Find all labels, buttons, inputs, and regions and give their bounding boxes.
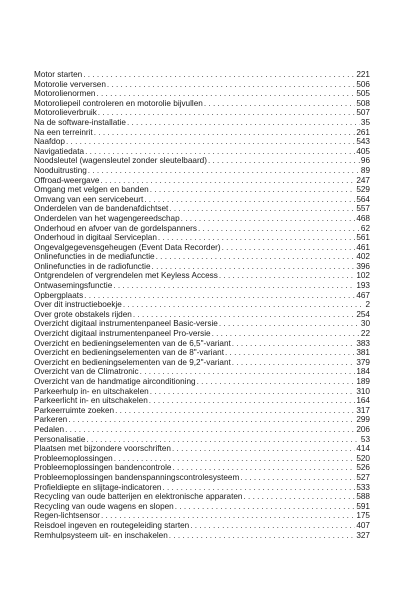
- index-entry-page-number: 53: [360, 434, 370, 444]
- index-entry: [34, 281, 370, 291]
- index-entry: [34, 291, 370, 301]
- dot-leader: [144, 195, 355, 205]
- index-entry: [34, 204, 370, 214]
- dot-leader: [175, 502, 356, 512]
- dot-leader: [107, 80, 355, 90]
- index-entry-page-number: 184: [356, 367, 370, 377]
- index-entry: [34, 224, 370, 234]
- index-entry: [34, 252, 370, 262]
- dot-leader: [156, 252, 356, 262]
- index-entry: [34, 70, 370, 80]
- index-entry-label: Noodsleutel (wagensleutel zonder sleutelbaard): [34, 156, 207, 166]
- index-entry-page-number: 206: [356, 424, 370, 434]
- index-entry-page-number: 189: [356, 377, 370, 386]
- index-entry-label: Plaatsen met bijzondere voorschriften: [34, 444, 171, 454]
- dot-leader: [190, 521, 355, 531]
- index-entry-page-number: 379: [356, 357, 370, 367]
- index-entry-label: Offroad-weergave: [34, 175, 100, 185]
- index-entry-page-number: 193: [356, 281, 370, 291]
- index-entry-label: Onderhoud in digitaal Serviceplan: [34, 233, 157, 243]
- dot-leader: [127, 118, 360, 128]
- dot-leader: [243, 492, 355, 502]
- dot-leader: [65, 425, 355, 435]
- index-entry-label: Probleemoplossingen: [34, 453, 113, 463]
- index-entry-label: Na een terreinrit: [34, 127, 93, 137]
- index-entry: [34, 319, 370, 329]
- index-entry-label: Motoroliepeil controleren en motorolie bijvullen: [34, 98, 203, 108]
- index-entry-label: Omgang met velgen en banden: [34, 185, 149, 195]
- index-entry: [34, 185, 370, 195]
- index-entry: [34, 137, 370, 147]
- index-entry-label: Onderhoud en afvoer van de gordelspanners: [34, 223, 197, 233]
- index-entry-label: Overzicht digitaal instrumentenpaneel Pro-versie: [34, 329, 211, 339]
- dot-leader: [204, 99, 355, 109]
- index-entry: [34, 214, 370, 224]
- index-entry: [34, 262, 370, 272]
- index-entry: [34, 300, 370, 310]
- dot-leader: [152, 262, 356, 272]
- dot-leader: [133, 310, 355, 320]
- index-entry-label: Onlinefuncties in de radiofunctie: [34, 261, 151, 271]
- index-entry-page-number: 543: [356, 137, 370, 147]
- index-entry-label: Motorolieverbruik: [34, 108, 97, 118]
- index-entry-label: Parkeerruimte zoeken: [34, 405, 115, 415]
- index-entry-page-number: 467: [356, 290, 370, 300]
- dot-leader: [123, 300, 365, 310]
- index-entry-page-number: 461: [356, 242, 370, 252]
- index-entry-page-number: 310: [356, 386, 370, 396]
- dot-leader: [68, 415, 355, 425]
- index-entry-page-number: 396: [356, 261, 370, 271]
- index-entry-label: Over dit instructieboekje: [34, 300, 122, 310]
- dot-leader: [172, 463, 355, 473]
- dot-leader: [197, 377, 356, 387]
- index-entry-label: Remhulpsysteem uit- en inschakelen: [34, 530, 168, 540]
- index-entry-label: Overzicht digitaal instrumentenpaneel Basic-versie: [34, 319, 218, 329]
- index-entry-page-number: 405: [356, 146, 370, 156]
- index-entry: [34, 406, 370, 416]
- dot-leader: [222, 243, 356, 253]
- dot-leader: [198, 224, 360, 234]
- index-entry-label: Ontwasemingsfunctie: [34, 281, 113, 291]
- index-entry-page-number: 247: [356, 175, 370, 185]
- index-entry: [34, 483, 370, 493]
- index-entry-page-number: 299: [356, 415, 370, 425]
- index-entry-label: Recycling van oude wagens en slopen: [34, 501, 174, 511]
- index-entry-page-number: 175: [356, 511, 370, 521]
- index-list: [34, 70, 370, 540]
- index-entry-page-number: 588: [356, 492, 370, 502]
- dot-leader: [86, 435, 359, 445]
- index-entry: [34, 147, 370, 157]
- index-entry-page-number: 35: [360, 117, 370, 127]
- index-entry-label: Overzicht en bedieningselementen van de 8"-variant: [34, 348, 224, 358]
- dot-leader: [101, 511, 355, 521]
- index-entry-label: Personalisatie: [34, 434, 86, 444]
- dot-leader: [149, 396, 356, 406]
- index-entry: [34, 176, 370, 186]
- index-entry-label: Reisdoel ingeven en routegeleiding starten: [34, 520, 190, 530]
- index-entry-page-number: 527: [356, 472, 370, 482]
- index-entry-page-number: 533: [356, 482, 370, 492]
- dot-leader: [66, 137, 355, 147]
- index-entry-label: Ongevalgegevensgeheugen (Event Data Recorder): [34, 242, 221, 252]
- dot-leader: [232, 358, 356, 368]
- index-entry-label: Recycling van oude batterijen en elektronische apparaten: [34, 492, 243, 502]
- index-entry-label: Nooduitrusting: [34, 165, 87, 175]
- index-entry-page-number: 22: [360, 329, 370, 339]
- index-entry-page-number: 221: [356, 70, 370, 79]
- index-entry: [34, 425, 370, 435]
- index-entry-page-number: 414: [356, 444, 370, 454]
- dot-leader: [96, 89, 355, 99]
- index-entry-label: Overzicht van de handmatige airconditioning: [34, 377, 196, 386]
- index-entry: [34, 108, 370, 118]
- index-entry: [34, 166, 370, 176]
- dot-leader: [84, 291, 355, 301]
- index-entry-label: Motorolie verversen: [34, 79, 106, 89]
- index-entry-label: Ontgrendelen of vergrendelen met Keyless Access: [34, 271, 218, 281]
- index-entry-label: Navigatiedata: [34, 146, 85, 156]
- index-entry: [34, 444, 370, 454]
- index-entry-page-number: 261: [356, 127, 370, 137]
- index-entry-label: Over grote obstakels rijden: [34, 309, 132, 319]
- index-entry: [34, 463, 370, 473]
- index-entry: [34, 415, 370, 425]
- index-entry-page-number: 507: [356, 108, 370, 118]
- index-entry-page-number: 402: [356, 252, 370, 262]
- index-entry-page-number: 30: [360, 319, 370, 329]
- dot-leader: [219, 319, 360, 329]
- index-entry-label: Regen-lichtsensor: [34, 511, 100, 521]
- index-entry-label: Onlinefuncties in de mediafunctie: [34, 252, 155, 262]
- index-entry: [34, 473, 370, 483]
- index-entry: [34, 128, 370, 138]
- index-entry-page-number: 96: [360, 156, 370, 166]
- index-entry: [34, 271, 370, 281]
- index-entry: [34, 99, 370, 109]
- index-entry: [34, 310, 370, 320]
- index-entry: [34, 367, 370, 377]
- dot-leader: [158, 233, 355, 243]
- dot-leader: [225, 348, 355, 358]
- index-entry-page-number: 254: [356, 309, 370, 319]
- index-entry: [34, 118, 370, 128]
- index-entry-label: Overzicht van de Climatronic: [34, 367, 139, 377]
- index-entry-label: Opbergplaats: [34, 290, 84, 300]
- index-entry: [34, 195, 370, 205]
- index-entry-page-number: 506: [356, 79, 370, 89]
- index-entry: [34, 89, 370, 99]
- index-entry-page-number: 561: [356, 233, 370, 243]
- index-entry: [34, 348, 370, 358]
- index-entry-label: Omvang van een servicebeurt: [34, 194, 144, 204]
- index-entry-page-number: 102: [356, 271, 370, 281]
- index-entry-label: Onderdelen van het wagengereedschap: [34, 213, 180, 223]
- dot-leader: [100, 176, 355, 186]
- index-entry: [34, 492, 370, 502]
- index-entry-page-number: 557: [356, 204, 370, 214]
- dot-leader: [212, 329, 360, 339]
- dot-leader: [85, 147, 355, 157]
- index-entry-label: Probleemoplossingen bandencontrole: [34, 463, 172, 473]
- index-entry-label: Overzicht en bedieningselementen van de 6,5"-variant: [34, 338, 231, 348]
- dot-leader: [115, 406, 355, 416]
- index-entry-label: Na de software-installatie: [34, 117, 126, 127]
- dot-leader: [169, 531, 356, 541]
- index-entry-label: Parkeerlicht in- en uitschakelen: [34, 396, 148, 406]
- dot-leader: [88, 166, 360, 176]
- dot-leader: [240, 473, 355, 483]
- index-entry: [34, 454, 370, 464]
- index-entry: [34, 377, 370, 387]
- index-entry-page-number: 89: [360, 165, 370, 175]
- index-entry: [34, 396, 370, 406]
- index-entry-label: Pedalen: [34, 424, 65, 434]
- index-entry: [34, 156, 370, 166]
- index-entry: [34, 80, 370, 90]
- index-entry-page-number: 468: [356, 213, 370, 223]
- index-entry-label: Motorolienormen: [34, 89, 96, 99]
- index-entry-page-number: 505: [356, 89, 370, 99]
- index-entry-page-number: 62: [360, 223, 370, 233]
- dot-leader: [140, 367, 356, 377]
- index-entry: [34, 243, 370, 253]
- dot-leader: [113, 281, 355, 291]
- dot-leader: [162, 483, 355, 493]
- index-entry: [34, 502, 370, 512]
- index-entry: [34, 387, 370, 397]
- dot-leader: [169, 204, 355, 214]
- dot-leader: [219, 271, 355, 281]
- index-entry: [34, 329, 370, 339]
- index-entry-page-number: 383: [356, 338, 370, 348]
- index-entry-label: Naafdop: [34, 137, 65, 147]
- index-entry-label: Parkeerhulp in- en uitschakelen: [34, 386, 149, 396]
- dot-leader: [98, 108, 356, 118]
- index-entry-page-number: 327: [356, 530, 370, 540]
- index-entry: [34, 435, 370, 445]
- index-entry: [34, 339, 370, 349]
- index-entry: [34, 531, 370, 541]
- index-entry-page-number: 508: [356, 98, 370, 108]
- dot-leader: [150, 185, 356, 195]
- index-entry-label: Profieldiepte en slijtage-indicatoren: [34, 482, 162, 492]
- dot-leader: [208, 156, 360, 166]
- index-entry-page-number: 526: [356, 463, 370, 473]
- index-entry-page-number: 317: [356, 405, 370, 415]
- index-entry-page-number: 520: [356, 453, 370, 463]
- index-entry: [34, 521, 370, 531]
- index-entry-page-number: 407: [356, 520, 370, 530]
- index-entry-page-number: 381: [356, 348, 370, 358]
- dot-leader: [94, 128, 356, 138]
- index-entry-label: Onderdelen van de bandenafdichtset: [34, 204, 169, 214]
- index-entry-page-number: 591: [356, 501, 370, 511]
- dot-leader: [114, 454, 356, 464]
- dot-leader: [83, 70, 355, 80]
- index-entry: [34, 233, 370, 243]
- index-entry-label: Probleemoplossingen bandenspanningscontrolesysteem: [34, 472, 240, 482]
- dot-leader: [181, 214, 356, 224]
- index-entry-label: Parkeren: [34, 415, 68, 425]
- dot-leader: [232, 339, 356, 349]
- index-entry: [34, 358, 370, 368]
- index-entry-page-number: 529: [356, 185, 370, 195]
- index-entry-page-number: 164: [356, 396, 370, 406]
- dot-leader: [172, 444, 355, 454]
- index-entry-page-number: 2: [365, 300, 370, 310]
- index-entry: [34, 511, 370, 521]
- index-entry-page-number: 564: [356, 194, 370, 204]
- index-entry-label: Motor starten: [34, 70, 83, 79]
- dot-leader: [150, 387, 356, 397]
- index-entry-label: Overzicht en bedieningselementen van de 9,2"-variant: [34, 357, 231, 367]
